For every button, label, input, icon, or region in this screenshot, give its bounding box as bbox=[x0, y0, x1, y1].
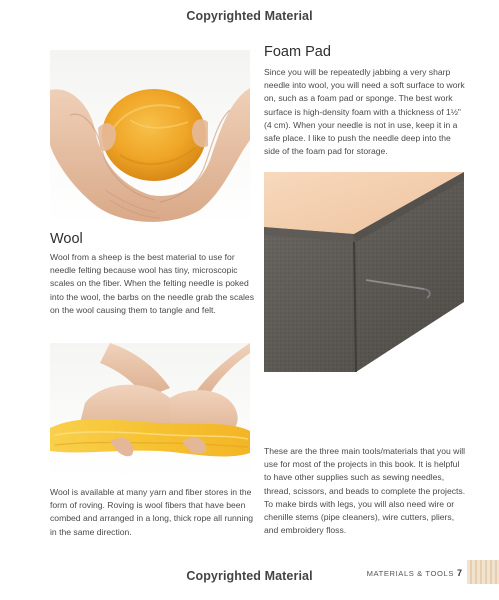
photo-foam-pad-with-needle bbox=[264, 172, 464, 372]
page-number: 7 bbox=[457, 568, 463, 578]
tools-paragraph: These are the three main tools/materials that you will use for most of the projects in this book. It is helpful to have other supplies such as sewing needles, thread, scissors, and beads to complete the projects. To make birds with legs, you will also need wire or chenille stems (pipe cleaners), wire cutters, pliers, and embroidery floss. bbox=[264, 446, 466, 536]
copyright-watermark-top: Copyrighted Material bbox=[186, 9, 313, 23]
foam-pad-heading: Foam Pad bbox=[264, 44, 331, 60]
copyright-watermark-bottom: Copyrighted Material bbox=[186, 569, 313, 583]
footer-section-label: MATERIALS & TOOLS bbox=[366, 569, 454, 578]
wool-heading: Wool bbox=[50, 231, 83, 247]
roving-caption: Wool is available at many yarn and fiber stores in the form of roving. Roving is wool fibers that have been combed and arranged in a long, thick rope all running in the same direction. bbox=[50, 487, 254, 537]
wool-paragraph: Wool from a sheep is the best material to use for needle felting because wool has tiny, microscopic scales on the fiber. When the felting needle is poked into the wool, the barbs on the needle grab the scales on the wool causing them to tangle and felt. bbox=[50, 252, 255, 315]
photo-hands-holding-wool-ball bbox=[50, 50, 250, 225]
photo-hands-holding-roving bbox=[50, 343, 250, 479]
foam-pad-paragraph: Since you will be repeatedly jabbing a very sharp needle into wool, you will need a soft surface to work on, such as a foam pad or sponge. The best work surface is high-density foam with a thickness of 1½" (4 cm). When your needle is not in use, keep it in a safe place. I like to push the needle deep into the side of the foam pad for storage. bbox=[264, 67, 465, 157]
